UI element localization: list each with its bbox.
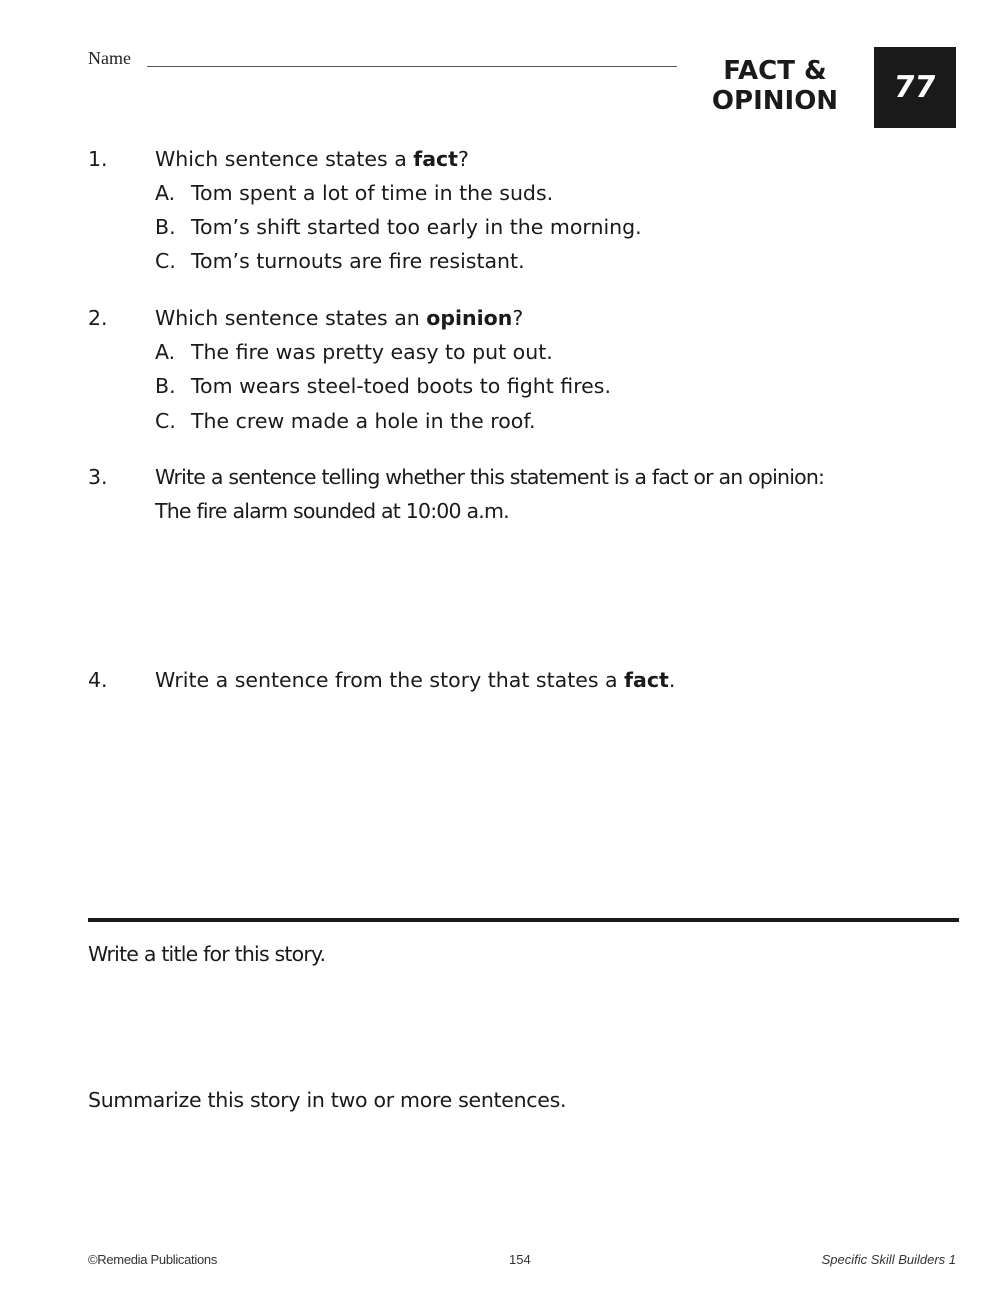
question-prompt [155,663,675,697]
option-text[interactable]: Tom wears steel-toed boots to fight fires. [191,374,611,398]
prompt-keyword: opinion [426,306,513,330]
footer-series: Specific Skill Builders 1 [821,1252,956,1267]
option-text[interactable]: Tom’s shift started too early in the morning. [191,215,642,239]
question-prompt [155,301,523,335]
option-letter: C. [155,409,176,433]
footer-page-number: 154 [509,1252,531,1267]
title-prompt: Write a title for this story. [88,942,326,966]
prompt-punct: . [668,668,676,692]
lesson-number-badge [874,47,956,128]
name-label: Name [88,48,131,68]
question-number: 4. [88,668,108,692]
option-letter: A. [155,340,176,364]
option-letter: B. [155,215,176,239]
question-number: 3. [88,465,108,489]
topic-line-2: OPINION [711,86,839,116]
prompt-keyword: fact [413,147,458,171]
lesson-number: 77 [891,70,939,105]
prompt-text: Which sentence states an [155,306,427,330]
question-prompt [155,142,469,176]
question-prompt: Write a sentence telling whether this statement is a fact or an opinion: [155,465,825,489]
topic-line-1: FACT & [723,56,827,86]
option-text[interactable]: Tom spent a lot of time in the suds. [191,181,554,205]
summary-prompt: Summarize this story in two or more sentences. [88,1088,567,1112]
prompt-punct: ? [458,147,469,171]
prompt-keyword: fact [624,668,669,692]
prompt-text: Which sentence states a [155,147,414,171]
question-number: 2. [88,306,108,330]
option-letter: B. [155,374,176,398]
name-input-line[interactable] [147,66,677,67]
question-number: 1. [88,147,108,171]
topic-title [700,56,850,116]
option-letter: A. [155,181,176,205]
prompt-text: Write a sentence from the story that states a [155,668,625,692]
option-letter: C. [155,249,176,273]
option-text[interactable]: Tom’s turnouts are fire resistant. [191,249,525,273]
prompt-punct: ? [512,306,524,330]
section-divider [88,918,959,922]
footer-publisher: ©Remedia Publications [88,1252,218,1267]
option-text[interactable]: The fire was pretty easy to put out. [191,340,553,364]
option-text[interactable]: The crew made a hole in the roof. [191,409,536,433]
question-statement: The fire alarm sounded at 10:00 a.m. [155,499,509,523]
